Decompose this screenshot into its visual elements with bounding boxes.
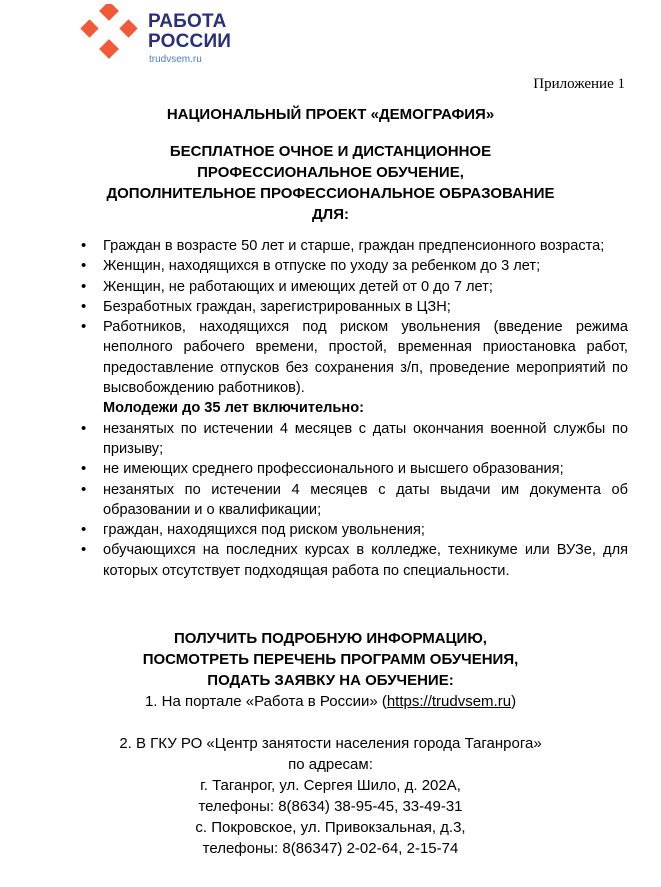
logo-title: РАБОТА РОССИИ <box>148 11 232 52</box>
address-pokrovskoe: с. Покровское, ул. Привокзальная, д.3, <box>195 819 466 836</box>
annex-label: Приложение 1 <box>533 76 625 92</box>
list-item: • Женщин, не работающих и имеющих детей от 0 до 7 лет; <box>78 277 628 297</box>
rabota-rossii-logo <box>78 4 238 70</box>
phones-pokrovskoe: телефоны: 8(86347) 2-02-64, 2-15-74 <box>202 840 459 857</box>
list-item: • обучающихся на последних курсах в колледже, техникуме или ВУЗе, для которых отсутствует подходящая работа по специальности. <box>78 540 628 581</box>
list-item: • незанятых по истечении 4 месяцев с даты выдачи им документа об образовании и о квалификации; <box>78 480 628 521</box>
list-item: • незанятых по истечении 4 месяцев с даты окончания военной службы по призыву; <box>78 419 628 460</box>
phones-taganrog: телефоны: 8(8634) 38-95-45, 33-49-31 <box>198 798 463 815</box>
list-item: • граждан, находящихся под риском увольнения; <box>78 520 628 540</box>
list-item: • Безработных граждан, зарегистрированных в ЦЗН; <box>78 297 628 317</box>
list-item: • не имеющих среднего профессионального и высшего образования; <box>78 459 628 479</box>
center-name: 2. В ГКУ РО «Центр занятости населения города Таганрога» <box>119 735 542 752</box>
info-heading: ПОЛУЧИТЬ ПОДРОБНУЮ ИНФОРМАЦИЮ, ПОСМОТРЕТЬ ПЕРЕЧЕНЬ ПРОГРАММ ОБУЧЕНИЯ, ПОДАТЬ ЗАЯВКУ НА ОБУЧЕНИЕ: <box>142 630 519 689</box>
eligible-groups-list <box>78 236 628 581</box>
list-item: • Женщин, находящихся в отпуске по уходу за ребенком до 3 лет; <box>78 256 628 276</box>
training-heading: БЕСПЛАТНОЕ ОЧНОЕ И ДИСТАНЦИОННОЕ ПРОФЕССИОНАЛЬНОЕ ОБУЧЕНИЕ, ДОПОЛНИТЕЛЬНОЕ ПРОФЕССИОНАЛЬНОЕ ОБРАЗОВАНИЕ ДЛЯ: <box>106 143 555 223</box>
list-item: • Граждан в возрасте 50 лет и старше, граждан предпенсионного возраста; <box>78 236 628 256</box>
project-title: НАЦИОНАЛЬНЫЙ ПРОЕКТ «ДЕМОГРАФИЯ» <box>166 106 495 123</box>
logo-site: trudvsem.ru <box>149 54 202 65</box>
portal-link[interactable]: https://trudvsem.ru <box>386 693 512 710</box>
logo-mark-icon <box>78 4 140 64</box>
address-taganrog: г. Таганрог, ул. Сергея Шило, д. 202А, <box>200 777 461 794</box>
center-contacts: 2. В ГКУ РО «Центр занятости населения города Таганрога» по адресам: г. Таганрог, ул. Сергея Шило, д. 202А, телефоны: 8(8634) 38-95-45, 33-49-31 с. Покровское, ул. Привокзальная, д.3, телефоны: 8(86347) 2-02-64, 2-15-74 <box>0 733 661 859</box>
list-item: • Работников, находящихся под риском увольнения (введение режима неполного рабочего времени, простой, временная приостановка работ, предоставление отпусков без сохранения з/п, проведение мероприятий по высвобождению работников). <box>78 317 628 398</box>
youth-heading: Молодежи до 35 лет включительно: <box>103 400 364 417</box>
portal-line: 1. На портале «Работа в России» (https://trudvsem.ru) <box>144 693 517 710</box>
